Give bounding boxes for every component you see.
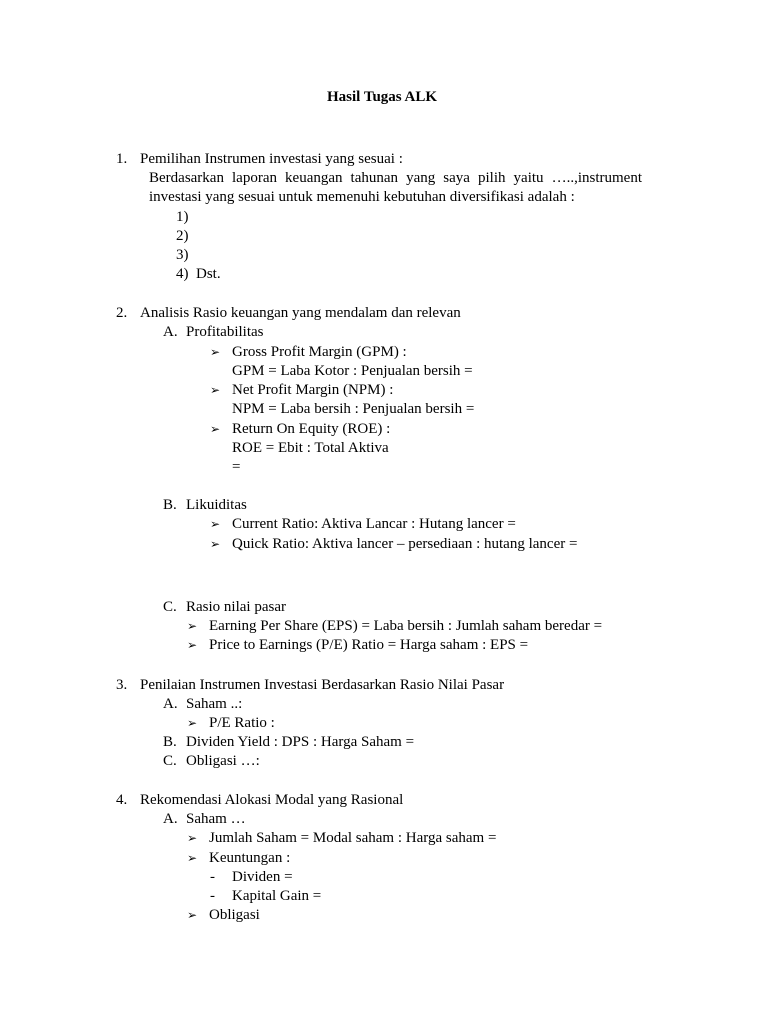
bullet-current-ratio [210, 515, 516, 534]
keuntungan-text: Keuntungan : [209, 850, 291, 866]
section-2-c-label: Rasio nilai pasar [186, 599, 286, 615]
section-2-b-letter: B. [163, 497, 177, 513]
section-2-a-letter: A. [163, 324, 178, 340]
arrow-bullet-icon: ➢ [187, 831, 198, 845]
dividen-text: Dividen = [232, 869, 293, 885]
arrow-bullet-icon: ➢ [210, 383, 221, 397]
npm-formula: NPM = Laba bersih : Penjualan bersih = [232, 401, 475, 417]
bullet-pe [187, 636, 528, 655]
arrow-bullet-icon: ➢ [210, 345, 221, 359]
bullet-jumlah-saham [187, 829, 496, 848]
section-1-item-1: 1) [176, 209, 189, 225]
bullet-eps [187, 617, 602, 636]
section-3-b-label: Dividen Yield : DPS : Harga Saham = [186, 734, 415, 750]
section-3-a-letter: A. [163, 696, 178, 712]
section-1-item-3: 3) [176, 247, 189, 263]
section-3-heading: Penilaian Instrumen Investasi Berdasarkan Rasio Nilai Pasar [140, 677, 505, 693]
pe-ratio-text: P/E Ratio : [209, 715, 275, 731]
arrow-bullet-icon: ➢ [187, 638, 198, 652]
arrow-bullet-icon: ➢ [187, 908, 198, 922]
gpm-label: Gross Profit Margin (GPM) : [232, 344, 407, 360]
arrow-bullet-icon: ➢ [187, 851, 198, 865]
bullet-roe [210, 420, 390, 439]
arrow-bullet-icon: ➢ [210, 517, 221, 531]
roe-equals: = [232, 459, 241, 475]
section-1-paragraph-line-1: Berdasarkan laporan keuangan tahunan yang saya pilih yaitu …..,instrument [149, 170, 642, 186]
bullet-pe-ratio [187, 714, 275, 733]
section-2-b-label: Likuiditas [186, 497, 247, 513]
section-4-heading: Rekomendasi Alokasi Modal yang Rasional [140, 792, 404, 808]
section-1-paragraph-line-2: investasi yang sesuai untuk memenuhi kebutuhan diversifikasi adalah : [149, 189, 575, 205]
arrow-bullet-icon: ➢ [210, 422, 221, 436]
bullet-npm [210, 381, 393, 400]
arrow-bullet-icon: ➢ [187, 716, 198, 730]
bullet-gpm [210, 343, 407, 362]
section-3-c-letter: C. [163, 753, 177, 769]
kapital-gain-text: Kapital Gain = [232, 888, 322, 904]
arrow-bullet-icon: ➢ [187, 619, 198, 633]
section-1-number: 1. [116, 151, 128, 167]
section-2-c-letter: C. [163, 599, 177, 615]
roe-formula: ROE = Ebit : Total Aktiva [232, 440, 389, 456]
gpm-formula: GPM = Laba Kotor : Penjualan bersih = [232, 363, 473, 379]
section-2-heading: Analisis Rasio keuangan yang mendalam dan relevan [140, 305, 461, 321]
section-1-item-4: 4) [176, 266, 189, 282]
dividen-dash: - [210, 869, 215, 885]
current-ratio-text: Current Ratio: Aktiva Lancar : Hutang lancer = [232, 516, 516, 532]
section-1-heading: Pemilihan Instrumen investasi yang sesuai : [140, 151, 403, 167]
document-title: Hasil Tugas ALK [327, 89, 438, 105]
section-1-item-4-text: Dst. [196, 266, 221, 282]
arrow-bullet-icon: ➢ [210, 537, 221, 551]
section-4-a-letter: A. [163, 811, 178, 827]
section-4-a-label: Saham … [186, 811, 246, 827]
section-4-number: 4. [116, 792, 128, 808]
eps-text: Earning Per Share (EPS) = Laba bersih : Jumlah saham beredar = [209, 618, 603, 634]
bullet-quick-ratio [210, 535, 577, 554]
pe-text: Price to Earnings (P/E) Ratio = Harga saham : EPS = [209, 637, 529, 653]
quick-ratio-text: Quick Ratio: Aktiva lancer – persediaan : hutang lancer = [232, 536, 578, 552]
npm-label: Net Profit Margin (NPM) : [232, 382, 394, 398]
bullet-obligasi [187, 906, 260, 925]
section-2-number: 2. [116, 305, 128, 321]
section-3-number: 3. [116, 677, 128, 693]
section-3-a-label: Saham ..: [186, 696, 243, 712]
section-1-item-2: 2) [176, 228, 189, 244]
roe-label: Return On Equity (ROE) : [232, 421, 391, 437]
section-2-a-label: Profitabilitas [186, 324, 264, 340]
obligasi-text: Obligasi [209, 907, 260, 923]
jumlah-saham-text: Jumlah Saham = Modal saham : Harga saham = [209, 830, 497, 846]
kapital-gain-dash: - [210, 888, 215, 904]
section-3-b-letter: B. [163, 734, 177, 750]
section-3-c-label: Obligasi …: [186, 753, 260, 769]
bullet-keuntungan [187, 849, 290, 868]
